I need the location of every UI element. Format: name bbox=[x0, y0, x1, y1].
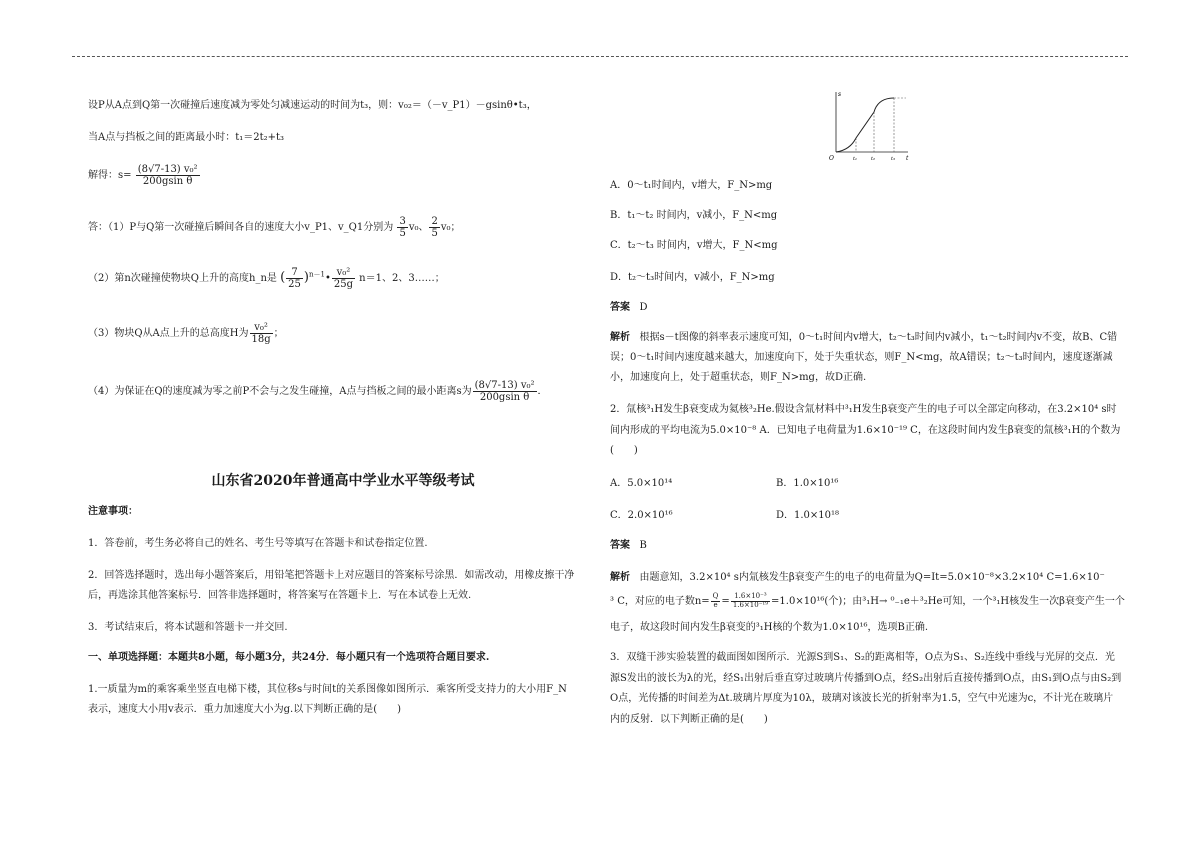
q1-option-c: C．t₂～t₃ 时间内，v增大，F_N<mg bbox=[610, 240, 778, 251]
left-line2: 当A点与挡板之间的距离最小时：t₁＝2t₂+t₃ bbox=[88, 132, 285, 143]
q2-option-a: A．5.0×10¹⁴ bbox=[610, 478, 673, 489]
q2-analysis-line1: 解析 由题意知，3.2×10⁴ s内氚核发生β衰变产生的电子的电荷量为Q=It=5.0×10⁻⁸×3.2×10⁴ C=1.6×10⁻ bbox=[610, 572, 1105, 583]
q1-option-d: D．t₂～t₃时间内，v减小，F_N>mg bbox=[610, 272, 775, 283]
ans2-frac1: $\frac{7}{25}$ bbox=[288, 267, 301, 290]
notice-2b: 后，再选涂其他答案标号．回答非选择题时，将答案写在答题卡上．写在本试卷上无效. bbox=[88, 590, 472, 601]
q2-option-b: B．1.0×10¹⁶ bbox=[776, 478, 839, 489]
ans1-frac2: $\frac{2}{5}$ bbox=[431, 216, 438, 239]
answer-1: 答：（1）P与Q第一次碰撞后瞬间各自的速度大小v_P1、v_Q1分别为 $\frac{3}{5}$ v₀、 $\frac{2}{5}$ v₀； bbox=[88, 216, 461, 239]
question-1a: 1.一质量为m的乘客乘坐竖直电梯下楼，其位移s与时间t的关系图像如图所示．乘客所受支持力的大小用F_N bbox=[88, 684, 567, 695]
question-3: 3．双缝干涉实验装置的截面图如图所示．光源S到S₁、S₂的距离相等，O点为S₁、S₂连线中垂线与光屏的交点．光源S发出的波长为λ的光，经S₁出射后垂直穿过玻璃片传播到O点，经S₂出射后直接传播到O点，由S₁到O点与由S₂到O点，光传播的时间差为Δt.玻璃片厚度为10λ，玻璃对该波长光的折射率为1.5，空气中光速为c，不计光在玻璃片内的反射．以下判断正确的是( ) bbox=[610, 652, 1122, 725]
tick-t2: t₂ bbox=[871, 156, 876, 162]
q1-analysis: 解析 根据s－t图像的斜率表示速度可知，0～t₁时间内v增大，t₂～t₃时间内v减小，t₁～t₂时间内v不变，故B、C错误；0～t₁时间内速度越来越大，加速度向下，处于失重状态，则F_N<mg，故A错误；t₂～t₃时间内，速度逐渐减小，加速度向上，处于超重状态，则F_N>mg，故D正确. bbox=[610, 332, 1118, 383]
x-axis-label: t bbox=[906, 155, 909, 162]
q2-answer: 答案 B bbox=[610, 540, 647, 551]
q2-option-d: D．1.0×10¹⁸ bbox=[776, 510, 840, 521]
q2-frac-q-e: $\frac{Q}{e}$ bbox=[712, 592, 719, 609]
exam-title: 山东省2020年普通高中学业水平等级考试 bbox=[211, 473, 475, 489]
s-t-graph bbox=[826, 90, 910, 162]
solve-num: (8√7-13) v₀² bbox=[137, 164, 198, 175]
section-1-heading: 一、单项选择题：本题共8小题，每小题3分，共24分．每小题只有一个选项符合题目要求. bbox=[88, 652, 490, 663]
ans2-frac2: $\frac{\text{v₀²}}{25g}$ bbox=[333, 267, 353, 290]
solve-fraction bbox=[136, 164, 200, 187]
notice-heading: 注意事项： bbox=[88, 506, 138, 517]
solve-den: 200gsin θ bbox=[142, 176, 193, 187]
left-line1: 设P从A点到Q第一次碰撞后速度减为零处匀减速运动的时间为t₃，则：v₀₂＝（－v_P1）－gsinθ•t₃， bbox=[88, 100, 537, 111]
notice-2a: 2．回答选择题时，选出每小题答案后，用铅笔把答题卡上对应题目的答案标号涂黑．如需改动，用橡皮擦干净 bbox=[88, 570, 575, 581]
answer-3: （3）物块Q从A点上升的总高度H为 $\frac{\text{v₀²}}{18g}$ ； bbox=[88, 322, 284, 345]
tick-t1: t₁ bbox=[853, 156, 858, 162]
q2-analysis-line3: 电子，故这段时间内发生β衰变的³₁H核的个数为1.0×10¹⁶，选项B正确. bbox=[610, 622, 929, 633]
origin-label: O bbox=[829, 155, 834, 162]
q1-option-b: B．t₁～t₂ 时间内，v减小，F_N<mg bbox=[610, 210, 778, 221]
q1-option-a: A．0～t₁时间内，v增大，F_N>mg bbox=[610, 180, 773, 191]
s-t-curve bbox=[836, 98, 894, 152]
question-2: 2．氚核³₁H发生β衰变成为氦核³₂He.假设含氚材料中³₁H发生β衰变产生的电子可以全部定向移动，在3.2×10⁴ s时间内形成的平均电流为5.0×10⁻⁸ A．已知电子电荷量为1.6×10⁻¹⁹ C，在这段时间内发生β衰变的氚核³₁H的个数为( ) bbox=[610, 404, 1121, 456]
tick-t3: t₃ bbox=[891, 156, 896, 162]
q2-analysis-line2: ³ C，对应的电子数n= $\frac{Q}{e}$ = $\frac{\text{1.6×10⁻³}}{\text{1.6×10⁻¹⁹}}$ =1.0×10¹⁶(个)；由³₁H→ ⁰₋₁e＋³₂He可知，一个³₁H核发生一次β衰变产生一个 bbox=[610, 592, 1125, 609]
notice-1: 1．答卷前，考生务必将自己的姓名、考生号等填写在答题卡和试卷指定位置. bbox=[88, 538, 428, 549]
ans1-prefix: 答：（1）P与Q第一次碰撞后瞬间各自的速度大小v_P1、v_Q1分别为 bbox=[88, 222, 394, 233]
answer-4: （4）为保证在Q的速度减为零之前P不会与之发生碰撞，A点与挡板之间的最小距离s为 $\frac{\text{(8√7-13) v₀²}}{\text{200gsin θ}}$ ． bbox=[88, 380, 548, 403]
solve-line bbox=[88, 164, 201, 187]
notice-3: 3．考试结束后，将本试题和答题卡一并交回. bbox=[88, 622, 288, 633]
q2-option-c: C．2.0×10¹⁶ bbox=[610, 510, 673, 521]
ans4-frac: $\frac{\text{(8√7-13) v₀²}}{\text{200gsin θ}}$ bbox=[474, 380, 535, 403]
solve-prefix: 解得：s= bbox=[88, 170, 132, 181]
ans1-frac1: $\frac{3}{5}$ bbox=[399, 216, 406, 239]
y-axis-label: s bbox=[838, 91, 842, 98]
ans3-frac: $\frac{\text{v₀²}}{18g}$ bbox=[251, 322, 271, 345]
answer-2: （2）第n次碰撞使物块Q上升的高度h_n是 ( $\frac{7}{25}$ )$^{n-1}$• $\frac{\text{v₀²}}{25g}$ n＝1、2、3……； bbox=[88, 267, 445, 290]
q2-frac-values: $\frac{\text{1.6×10⁻³}}{\text{1.6×10⁻¹⁹}}$ bbox=[732, 592, 769, 609]
q1-answer: 答案 D bbox=[610, 302, 648, 313]
page-top-rule bbox=[72, 56, 1128, 57]
question-1b: 表示，速度大小用v表示．重力加速度大小为g.以下判断正确的是( ) bbox=[88, 704, 402, 715]
